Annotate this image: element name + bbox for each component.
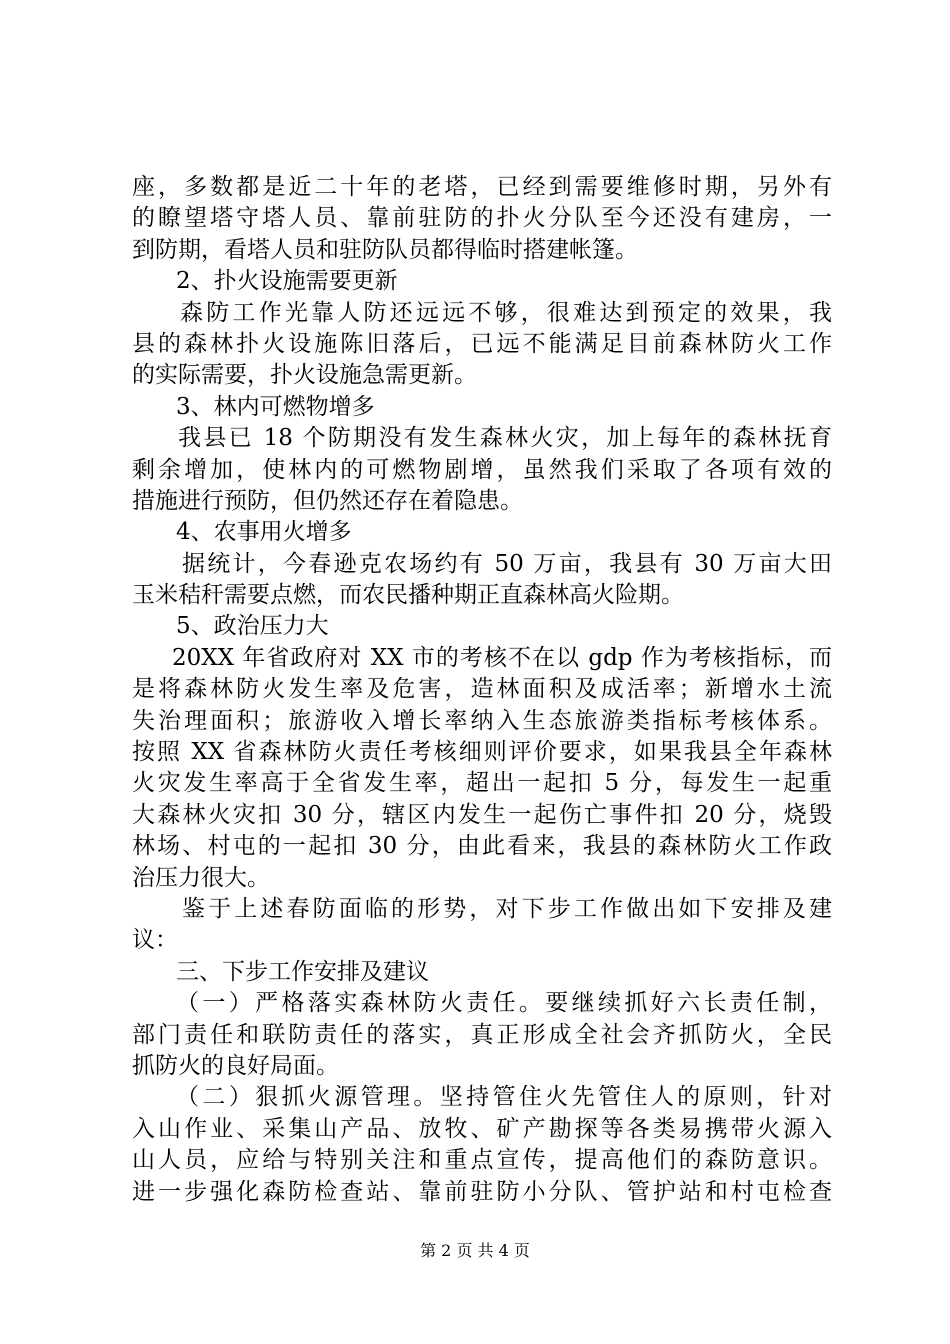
text-line: 林场、村屯的一起扣 30 分，由此看来，我县的森林防火工作政 <box>132 833 832 860</box>
text-line: 抓防火的良好局面。 <box>132 1052 339 1079</box>
text-line: 5、政治压力大 <box>176 613 329 640</box>
text-line: 大森林火灾扣 30 分，辖区内发生一起伤亡事件扣 20 分，烧毁 <box>132 801 832 828</box>
page-footer: 第 2 页 共 4 页 <box>420 1241 530 1260</box>
text-line: 的瞭望塔守塔人员、靠前驻防的扑火分队至今还没有建房，一 <box>132 205 832 232</box>
text-line: 治压力很大。 <box>132 864 270 891</box>
text-line: 议： <box>132 927 178 954</box>
text-line: 据统计，今春逊克农场约有 50 万亩，我县有 30 万亩大田 <box>182 550 832 577</box>
text-line: 的实际需要，扑火设施急需更新。 <box>132 362 477 389</box>
text-line: 按照 XX 省森林防火责任考核细则评价要求，如果我县全年森林 <box>132 739 832 766</box>
text-line: 剩余增加，使林内的可燃物剧增，虽然我们采取了各项有效的 <box>132 456 832 483</box>
text-line: （一）严格落实森林防火责任。要继续抓好六长责任制， <box>176 990 832 1017</box>
text-line: 到防期，看塔人员和驻防队员都得临时搭建帐篷。 <box>132 236 638 263</box>
document-body <box>132 172 832 1208</box>
text-line: 入山作业、采集山产品、放牧、矿产勘探等各类易携带火源入 <box>132 1115 832 1142</box>
text-line: 措施进行预防，但仍然还存在着隐患。 <box>132 487 523 514</box>
text-line: 座，多数都是近二十年的老塔，已经到需要维修时期，另外有 <box>132 174 832 200</box>
text-line: 三、下步工作安排及建议 <box>176 958 429 985</box>
text-line: 4、农事用火增多 <box>176 519 352 546</box>
text-line: 火灾发生率高于全省发生率，超出一起扣 5 分，每发生一起重 <box>132 770 832 797</box>
text-line: 玉米秸秆需要点燃，而农民播种期正直森林高火险期。 <box>132 582 684 609</box>
text-line: 县的森林扑火设施陈旧落后，已远不能满足目前森林防火工作 <box>132 330 832 357</box>
text-line: 部门责任和联防责任的落实，真正形成全社会齐抓防火，全民 <box>132 1021 832 1048</box>
text-line: 失治理面积；旅游收入增长率纳入生态旅游类指标考核体系。 <box>132 707 832 734</box>
text-line: 20XX 年省政府对 XX 市的考核不在以 gdp 作为考核指标，而 <box>172 644 832 671</box>
text-line: 3、林内可燃物增多 <box>176 393 375 420</box>
text-line: 进一步强化森防检查站、靠前驻防小分队、管护站和村屯检查 <box>132 1178 832 1205</box>
text-line: 是将森林防火发生率及危害，造林面积及成活率；新增水土流 <box>132 676 832 703</box>
text-line: 森防工作光靠人防还远远不够，很难达到预定的效果，我 <box>180 299 832 326</box>
text-line: （二）狠抓火源管理。坚持管住火先管住人的原则，针对 <box>176 1084 832 1111</box>
text-line: 我县已 18 个防期没有发生森林火灾，加上每年的森林抚育 <box>178 425 832 452</box>
text-line: 鉴于上述春防面临的形势，对下步工作做出如下安排及建 <box>182 895 832 922</box>
text-line: 山人员，应给与特别关注和重点宣传，提高他们的森防意识。 <box>132 1147 832 1174</box>
text-line: 2、扑火设施需要更新 <box>176 268 398 295</box>
